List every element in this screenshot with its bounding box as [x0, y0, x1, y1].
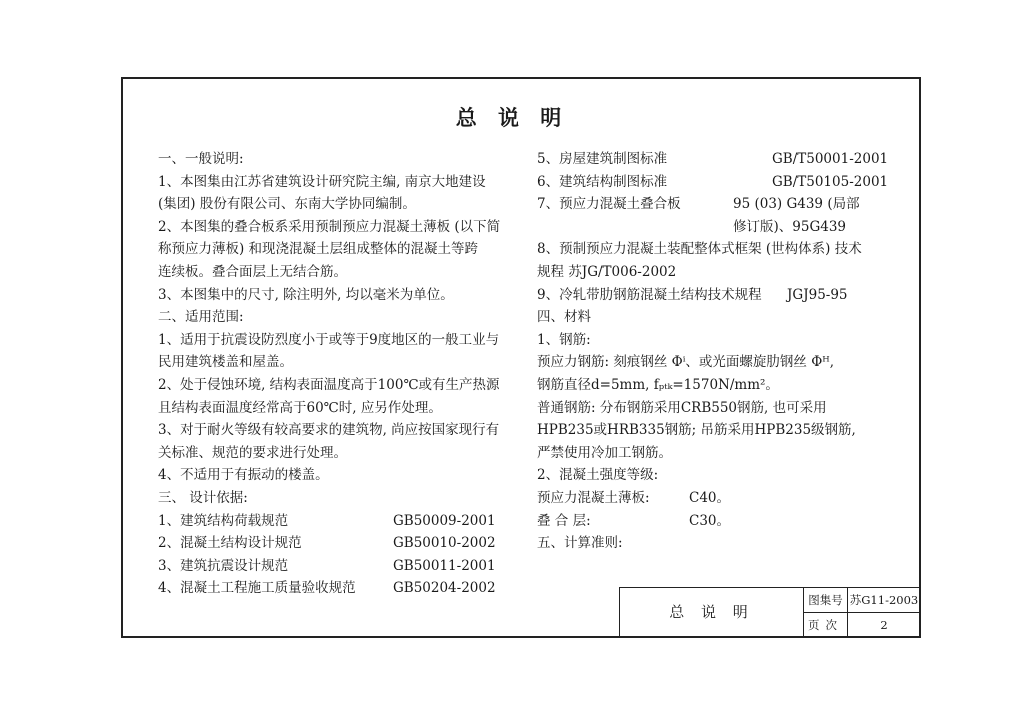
right-text-line: 普通钢筋: 分布钢筋采用CRB550钢筋, 也可采用 — [537, 399, 827, 416]
right-text-line: 6、建筑结构制图标准 — [537, 173, 668, 190]
right-text-line: 9、冷轧带肋钢筋混凝土结构技术规程 — [537, 286, 762, 303]
right-code: C30。 — [689, 512, 731, 529]
left-text-line: 民用建筑楼盖和屋盖。 — [158, 354, 293, 371]
left-text-line: 2、处于侵蚀环境, 结构表面温度高于100℃或有生产热源 — [158, 377, 500, 393]
atlas-number-value: 苏G11-2003 — [848, 588, 920, 613]
atlas-number-label: 图集号 — [804, 588, 848, 613]
right-text-line: 1、钢筋: — [537, 331, 591, 348]
right-text-line: 预应力钢筋: 刻痕钢丝 Φⁱ、或光面螺旋肋钢丝 Φᴴ, — [537, 354, 834, 371]
right-code: JGJ95-95 — [787, 286, 848, 303]
left-text-line: 4、混凝土工程施工质量验收规范 — [158, 580, 356, 597]
left-text-line: 1、适用于抗震设防烈度小于或等于9度地区的一般工业与 — [158, 331, 500, 348]
right-text-line: 预应力混凝土薄板: — [537, 490, 650, 506]
left-text-line: 且结构表面温度经常高于60℃时, 应另作处理。 — [158, 399, 442, 416]
right-text-line: 叠 合 层: — [537, 512, 591, 529]
title-block-name: 总 说 明 — [620, 588, 804, 637]
left-text-line: 3、对于耐火等级有较高要求的建筑物, 尚应按国家现行有 — [158, 422, 500, 439]
right-text-line: 严禁使用冷加工钢筋。 — [537, 444, 672, 461]
right-text-line: 7、预应力混凝土叠合板 — [537, 196, 681, 213]
right-text-line: 5、房屋建筑制图标准 — [537, 151, 668, 167]
right-text-line: 钢筋直径d=5mm, fₚₜₖ=1570N/mm²。 — [537, 377, 779, 393]
right-text-line: 8、预制预应力混凝土装配整体式框架 (世构体系) 技术 — [537, 241, 862, 258]
right-text-line: 五、计算准则: — [537, 535, 623, 552]
left-column — [158, 148, 528, 598]
left-text-line: 1、本图集由江苏省建筑设计研究院主编, 南京大地建设 — [158, 173, 486, 190]
page-number-label: 页次 — [804, 613, 848, 637]
page-number-value: 2 — [880, 618, 888, 632]
right-column — [537, 148, 907, 568]
right-code: 95 (03) G439 (局部 — [733, 196, 860, 213]
left-text-line: 一、一般说明: — [158, 151, 244, 167]
right-code: 修订版)、95G439 — [733, 218, 846, 235]
left-code: GB50204-2002 — [393, 580, 496, 597]
right-text-line: HPB235或HRB335钢筋; 吊筋采用HPB235级钢筋, — [537, 422, 856, 439]
left-text-line: 称预应力薄板) 和现浇混凝土层组成整体的混凝土等跨 — [158, 241, 479, 258]
left-text-line: 2、本图集的叠合板系采用预制预应力混凝土薄板 (以下简 — [158, 218, 501, 235]
left-code: GB50010-2002 — [393, 535, 496, 552]
left-text-line: 1、建筑结构荷载规范 — [158, 512, 289, 529]
title-block — [619, 587, 921, 638]
right-code: GB/T50001-2001 — [772, 151, 889, 167]
page-title: 总 说 明 — [455, 105, 569, 130]
left-code: GB50011-2001 — [393, 557, 496, 574]
right-text-line: 四、材料 — [537, 309, 591, 326]
left-text-line: 二、适用范围: — [158, 309, 244, 326]
left-text-line: 3、本图集中的尺寸, 除注明外, 均以毫米为单位。 — [158, 286, 454, 303]
right-code: GB/T50105-2001 — [772, 173, 889, 190]
left-text-line: 3、建筑抗震设计规范 — [158, 557, 289, 574]
right-text-line: 规程 苏JG/T006-2002 — [537, 264, 677, 280]
left-text-line: 4、不适用于有振动的楼盖。 — [158, 467, 329, 484]
right-text-line: 2、混凝土强度等级: — [537, 467, 659, 484]
right-code: C40。 — [689, 490, 731, 506]
left-code: GB50009-2001 — [393, 512, 496, 529]
left-text-line: 连续板。叠合面层上无结合筋。 — [158, 264, 347, 280]
left-text-line: (集团) 股份有限公司、东南大学协同编制。 — [158, 196, 416, 213]
left-text-line: 2、混凝土结构设计规范 — [158, 535, 302, 552]
left-text-line: 关标准、规范的要求进行处理。 — [158, 444, 347, 461]
left-text-line: 三、 设计依据: — [158, 490, 248, 506]
